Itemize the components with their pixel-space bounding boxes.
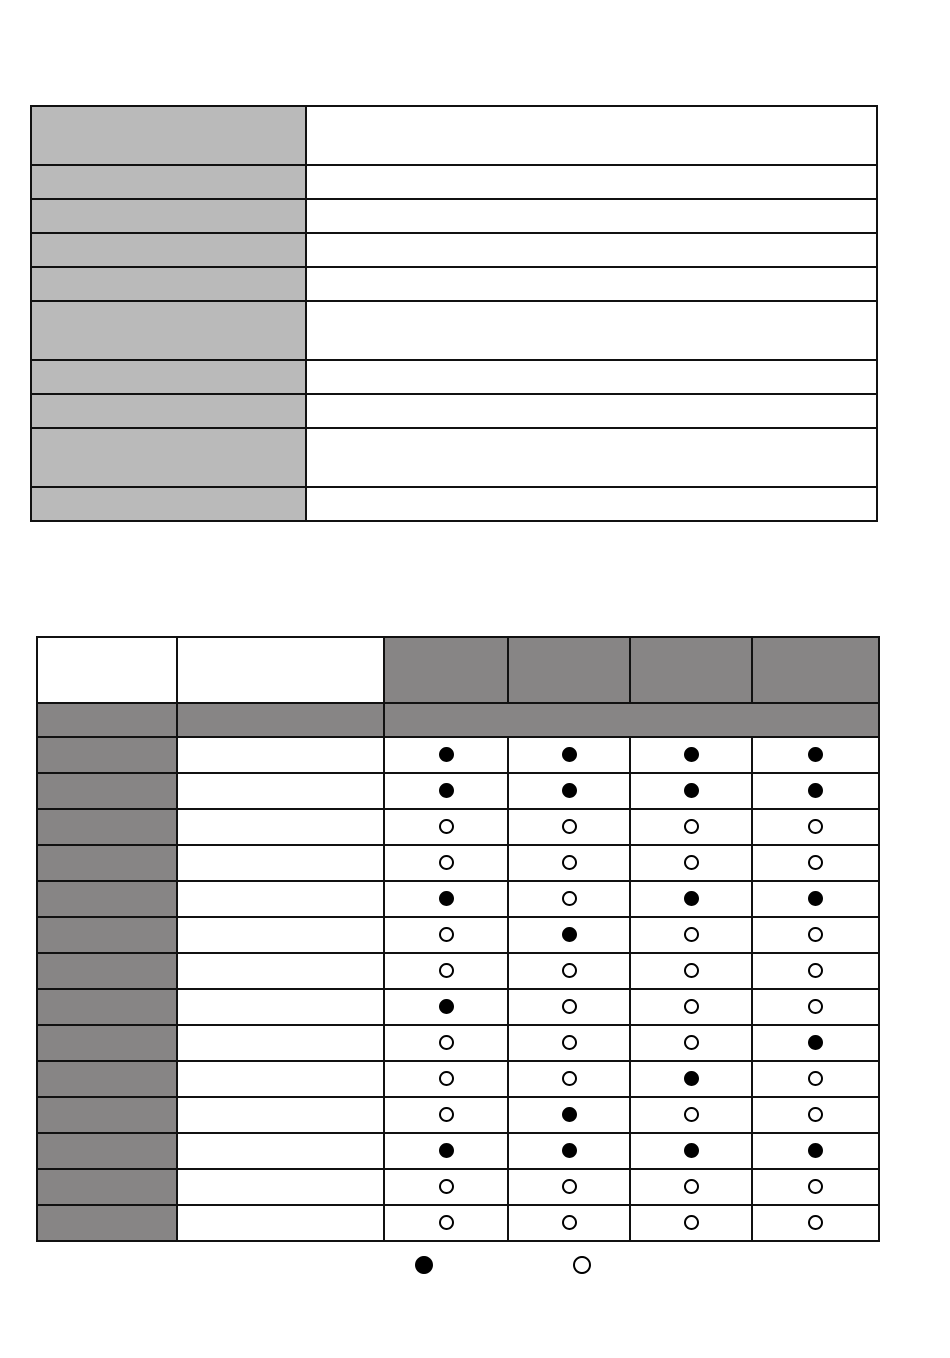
feature-description <box>177 737 384 773</box>
support-cell <box>752 773 879 809</box>
empty-circle-icon <box>562 1215 577 1230</box>
table-row <box>37 1097 879 1133</box>
empty-circle-icon <box>439 927 454 942</box>
support-cell <box>384 1025 508 1061</box>
legend-item-not-supported <box>573 1256 599 1274</box>
spec-value <box>306 394 877 428</box>
table-row <box>37 881 879 917</box>
spec-label <box>31 165 306 199</box>
empty-circle-icon <box>439 1215 454 1230</box>
filled-circle-icon <box>439 747 454 762</box>
spec-value <box>306 233 877 267</box>
filled-circle-icon <box>562 927 577 942</box>
support-cell <box>508 1169 630 1205</box>
empty-circle-icon <box>439 1035 454 1050</box>
support-cell <box>384 1133 508 1169</box>
empty-circle-icon <box>808 927 823 942</box>
subheader-mid <box>177 703 384 737</box>
spec-row <box>31 199 877 233</box>
feature-label <box>37 1061 177 1097</box>
empty-circle-icon <box>684 1035 699 1050</box>
support-cell <box>630 809 752 845</box>
support-cell <box>508 881 630 917</box>
support-cell <box>630 1133 752 1169</box>
spec-label <box>31 360 306 394</box>
support-cell <box>630 1205 752 1241</box>
table-row <box>37 1025 879 1061</box>
spec-label <box>31 301 306 360</box>
empty-circle-icon <box>562 1179 577 1194</box>
subheader-span <box>384 703 879 737</box>
spec-row <box>31 487 877 521</box>
support-cell <box>508 1205 630 1241</box>
spec-value <box>306 360 877 394</box>
support-cell <box>384 1061 508 1097</box>
spec-value <box>306 487 877 521</box>
feature-label <box>37 1133 177 1169</box>
table-row <box>37 989 879 1025</box>
table-row <box>37 1205 879 1241</box>
support-cell <box>752 953 879 989</box>
filled-circle-icon <box>439 783 454 798</box>
support-cell <box>630 1061 752 1097</box>
spec-row <box>31 301 877 360</box>
feature-description <box>177 809 384 845</box>
filled-circle-icon <box>562 783 577 798</box>
support-cell <box>384 809 508 845</box>
empty-circle-icon <box>808 819 823 834</box>
matrix-header-row <box>37 637 879 703</box>
support-cell <box>630 1169 752 1205</box>
empty-circle-icon <box>439 1179 454 1194</box>
support-cell <box>752 1205 879 1241</box>
support-cell <box>752 737 879 773</box>
empty-circle-icon <box>562 819 577 834</box>
support-cell <box>508 773 630 809</box>
spec-label <box>31 233 306 267</box>
empty-circle-icon <box>439 1071 454 1086</box>
empty-circle-icon <box>808 1071 823 1086</box>
support-cell <box>752 1097 879 1133</box>
model-column-header <box>630 637 752 703</box>
empty-circle-icon <box>684 927 699 942</box>
spec-label <box>31 428 306 487</box>
empty-circle-icon <box>684 963 699 978</box>
empty-circle-icon <box>808 963 823 978</box>
support-cell <box>384 953 508 989</box>
support-cell <box>508 917 630 953</box>
support-cell <box>630 1097 752 1133</box>
feature-label <box>37 1169 177 1205</box>
spec-label <box>31 106 306 165</box>
spec-label <box>31 487 306 521</box>
model-column-header <box>384 637 508 703</box>
feature-description <box>177 1025 384 1061</box>
support-cell <box>630 1025 752 1061</box>
filled-circle-icon <box>808 783 823 798</box>
spec-value <box>306 267 877 301</box>
empty-circle-icon <box>562 891 577 906</box>
feature-label <box>37 773 177 809</box>
spec-row <box>31 394 877 428</box>
empty-circle-icon <box>439 1107 454 1122</box>
support-cell <box>630 737 752 773</box>
support-cell <box>630 845 752 881</box>
filled-circle-icon <box>808 747 823 762</box>
empty-circle-icon <box>808 855 823 870</box>
support-cell <box>752 1025 879 1061</box>
matrix-header-mid <box>177 637 384 703</box>
support-cell <box>508 989 630 1025</box>
empty-circle-icon <box>684 855 699 870</box>
spec-label <box>31 199 306 233</box>
feature-label <box>37 1025 177 1061</box>
support-cell <box>384 917 508 953</box>
feature-description <box>177 989 384 1025</box>
support-cell <box>508 1061 630 1097</box>
support-cell <box>630 953 752 989</box>
table-row <box>37 1061 879 1097</box>
spec-value <box>306 106 877 165</box>
filled-circle-icon <box>439 891 454 906</box>
feature-label <box>37 1205 177 1241</box>
support-cell <box>752 989 879 1025</box>
feature-description <box>177 1097 384 1133</box>
support-cell <box>384 1097 508 1133</box>
filled-circle-icon <box>439 1143 454 1158</box>
empty-circle-icon <box>684 1107 699 1122</box>
feature-label <box>37 881 177 917</box>
support-cell <box>384 1205 508 1241</box>
filled-circle-icon <box>684 891 699 906</box>
filled-circle-icon <box>684 783 699 798</box>
support-cell <box>752 1061 879 1097</box>
matrix-subheader-row <box>37 703 879 737</box>
empty-circle-icon <box>439 819 454 834</box>
empty-circle-icon <box>808 1215 823 1230</box>
support-cell <box>384 881 508 917</box>
legend-item-supported <box>415 1256 441 1274</box>
support-cell <box>384 737 508 773</box>
filled-circle-icon <box>415 1256 433 1274</box>
filled-circle-icon <box>562 1107 577 1122</box>
spec-row <box>31 360 877 394</box>
empty-circle-icon <box>684 1179 699 1194</box>
empty-circle-icon <box>573 1256 591 1274</box>
subheader-left <box>37 703 177 737</box>
table-row <box>37 917 879 953</box>
table-row <box>37 1169 879 1205</box>
spec-row <box>31 428 877 487</box>
model-column-header <box>508 637 630 703</box>
spec-row <box>31 233 877 267</box>
support-cell <box>630 917 752 953</box>
empty-circle-icon <box>562 1071 577 1086</box>
support-cell <box>508 1025 630 1061</box>
support-cell <box>752 917 879 953</box>
support-cell <box>752 881 879 917</box>
feature-label <box>37 953 177 989</box>
spec-value <box>306 428 877 487</box>
empty-circle-icon <box>808 1107 823 1122</box>
empty-circle-icon <box>684 819 699 834</box>
support-cell <box>752 809 879 845</box>
filled-circle-icon <box>808 1143 823 1158</box>
table-row <box>37 1133 879 1169</box>
table-row <box>37 737 879 773</box>
support-cell <box>508 845 630 881</box>
empty-circle-icon <box>684 1215 699 1230</box>
support-cell <box>630 773 752 809</box>
feature-label <box>37 1097 177 1133</box>
empty-circle-icon <box>562 963 577 978</box>
matrix-header-left <box>37 637 177 703</box>
feature-label <box>37 845 177 881</box>
filled-circle-icon <box>684 747 699 762</box>
feature-matrix-table <box>36 636 880 1242</box>
spec-value <box>306 199 877 233</box>
support-cell <box>508 953 630 989</box>
legend <box>0 1256 950 1278</box>
filled-circle-icon <box>562 747 577 762</box>
specification-table <box>30 105 878 522</box>
table-row <box>37 953 879 989</box>
support-cell <box>752 1169 879 1205</box>
support-cell <box>508 1097 630 1133</box>
spec-value <box>306 301 877 360</box>
feature-description <box>177 917 384 953</box>
spec-row <box>31 165 877 199</box>
filled-circle-icon <box>808 891 823 906</box>
feature-description <box>177 1169 384 1205</box>
empty-circle-icon <box>562 999 577 1014</box>
empty-circle-icon <box>439 855 454 870</box>
spec-row <box>31 106 877 165</box>
support-cell <box>752 1133 879 1169</box>
filled-circle-icon <box>439 999 454 1014</box>
support-cell <box>508 1133 630 1169</box>
support-cell <box>384 773 508 809</box>
filled-circle-icon <box>684 1071 699 1086</box>
feature-description <box>177 1205 384 1241</box>
spec-label <box>31 394 306 428</box>
empty-circle-icon <box>439 963 454 978</box>
feature-label <box>37 809 177 845</box>
table-row <box>37 809 879 845</box>
model-column-header <box>752 637 879 703</box>
spec-row <box>31 267 877 301</box>
support-cell <box>752 845 879 881</box>
spec-value <box>306 165 877 199</box>
filled-circle-icon <box>684 1143 699 1158</box>
empty-circle-icon <box>562 855 577 870</box>
support-cell <box>630 989 752 1025</box>
spec-label <box>31 267 306 301</box>
support-cell <box>384 1169 508 1205</box>
support-cell <box>630 881 752 917</box>
support-cell <box>508 737 630 773</box>
feature-description <box>177 953 384 989</box>
table-row <box>37 845 879 881</box>
support-cell <box>384 845 508 881</box>
table-row <box>37 773 879 809</box>
feature-description <box>177 1133 384 1169</box>
empty-circle-icon <box>684 999 699 1014</box>
filled-circle-icon <box>562 1143 577 1158</box>
feature-description <box>177 881 384 917</box>
filled-circle-icon <box>808 1035 823 1050</box>
feature-description <box>177 845 384 881</box>
feature-description <box>177 773 384 809</box>
feature-label <box>37 917 177 953</box>
support-cell <box>508 809 630 845</box>
empty-circle-icon <box>808 1179 823 1194</box>
feature-label <box>37 989 177 1025</box>
feature-label <box>37 737 177 773</box>
feature-description <box>177 1061 384 1097</box>
empty-circle-icon <box>562 1035 577 1050</box>
support-cell <box>384 989 508 1025</box>
empty-circle-icon <box>808 999 823 1014</box>
